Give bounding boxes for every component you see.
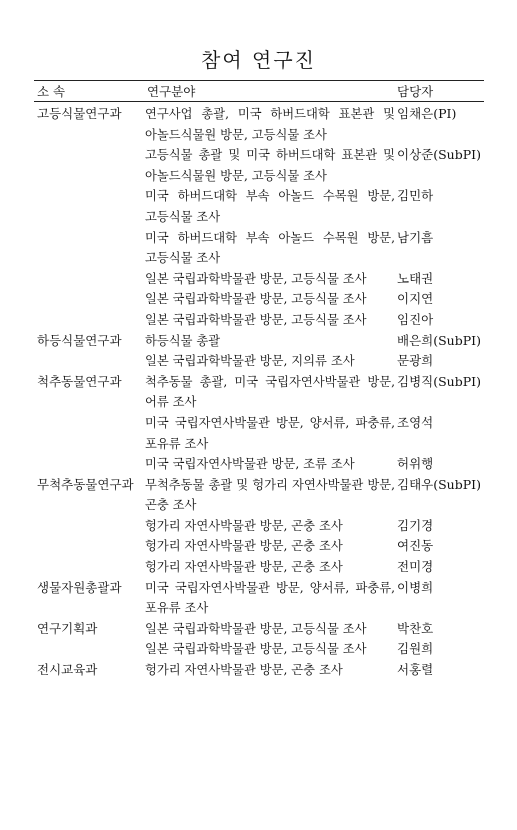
table-row (0, 228, 517, 269)
column-header-dept: 소 속 (37, 84, 66, 99)
table-header-rule (34, 101, 484, 102)
cell-person: 임채은(PI) (397, 106, 457, 121)
cell-field: 무척추동물 총괄 및 헝가리 자연사박물관 방문, 곤충 조사 (145, 477, 395, 513)
table-row (0, 475, 517, 516)
cell-person: 이상준(SubPI) (397, 147, 481, 163)
cell-person: 김기경 (397, 517, 434, 533)
table-row (0, 578, 517, 619)
cell-dept: 무척추동물연구과 (37, 476, 134, 492)
cell-field: 미국 국립자연사박물관 방문, 양서류, 파충류, 포유류 조사 (145, 580, 395, 616)
cell-person: 남기흠 (397, 229, 434, 245)
table-row (0, 372, 517, 413)
cell-field: 일본 국립과학박물관 방문, 고등식물 조사 (145, 642, 367, 657)
cell-field: 일본 국립과학박물관 방문, 고등식물 조사 (145, 271, 367, 286)
cell-field: 미국 국립자연사박물관 방문, 조류 조사 (145, 457, 355, 472)
cell-field: 미국 국립자연사박물관 방문, 양서류, 파충류, 포유류 조사 (145, 415, 395, 451)
cell-dept: 하등식물연구과 (37, 332, 122, 348)
cell-person: 전미경 (397, 559, 434, 575)
cell-field: 하등식물 총괄 (145, 333, 221, 348)
cell-person: 박찬호 (397, 620, 434, 636)
cell-person: 문광희 (397, 353, 434, 369)
table-row (0, 145, 517, 186)
column-header-person: 담당자 (397, 84, 434, 99)
cell-person: 이지연 (397, 291, 434, 307)
cell-field: 헝가리 자연사박물관 방문, 곤충 조사 (145, 560, 343, 575)
table-row (0, 454, 517, 475)
cell-field: 고등식물 총괄 및 미국 하버드대학 표본관 및 아놀드식물원 방문, 고등식물 조사 (145, 148, 395, 183)
cell-field: 헝가리 자연사박물관 방문, 곤충 조사 (145, 663, 343, 678)
cell-field: 미국 하버드대학 부속 아놀드 수목원 방문, 고등식물 조사 (145, 189, 395, 224)
page-title: 참여 연구진 (201, 48, 316, 72)
cell-person: 김태우(SubPI) (397, 476, 481, 492)
researcher-table-body (0, 104, 517, 681)
cell-field: 일본 국립과학박물관 방문, 고등식물 조사 (145, 312, 367, 327)
table-row (0, 413, 517, 454)
table-row (0, 536, 517, 557)
cell-dept: 생물자원총괄과 (37, 579, 122, 595)
cell-field: 일본 국립과학박물관 방문, 고등식물 조사 (145, 292, 367, 307)
cell-dept: 고등식물연구과 (37, 106, 122, 121)
cell-person: 노태권 (397, 270, 434, 286)
cell-person: 배은희(SubPI) (397, 332, 481, 348)
table-row (0, 516, 517, 537)
cell-field: 헝가리 자연사박물관 방문, 곤충 조사 (145, 518, 343, 533)
cell-person: 김민하 (397, 188, 434, 204)
cell-field: 일본 국립과학박물관 방문, 지의류 조사 (145, 354, 355, 369)
table-row (0, 104, 517, 145)
cell-field: 일본 국립과학박물관 방문, 고등식물 조사 (145, 621, 367, 636)
cell-person: 김원희 (397, 641, 434, 657)
table-row (0, 310, 517, 331)
cell-person: 여진동 (397, 538, 434, 554)
cell-field: 연구사업 총괄, 미국 하버드대학 표본관 및 아놀드식물원 방문, 고등식물 조사 (145, 107, 395, 142)
cell-dept: 척추동물연구과 (37, 373, 122, 389)
cell-person: 김병직(SubPI) (397, 373, 481, 389)
table-row (0, 639, 517, 660)
column-header-field: 연구분야 (147, 84, 196, 99)
table-row (0, 557, 517, 578)
table-row (0, 660, 517, 681)
table-row (0, 186, 517, 227)
table-row (0, 269, 517, 290)
cell-dept: 연구기획과 (37, 620, 98, 636)
table-top-rule (34, 80, 484, 81)
cell-person: 임진아 (397, 311, 434, 327)
table-row (0, 619, 517, 640)
table-row (0, 331, 517, 352)
cell-dept: 전시교육과 (37, 662, 98, 678)
cell-person: 조영석 (397, 414, 434, 430)
table-row (0, 351, 517, 372)
cell-person: 서홍렬 (397, 662, 434, 678)
cell-person: 허위행 (397, 456, 434, 472)
table-row (0, 289, 517, 310)
cell-person: 이병희 (397, 579, 434, 595)
cell-field: 헝가리 자연사박물관 방문, 곤충 조사 (145, 539, 343, 554)
cell-field: 척추동물 총괄, 미국 국립자연사박물관 방문, 어류 조사 (145, 374, 395, 410)
cell-field: 미국 하버드대학 부속 아놀드 수목원 방문, 고등식물 조사 (145, 230, 395, 266)
